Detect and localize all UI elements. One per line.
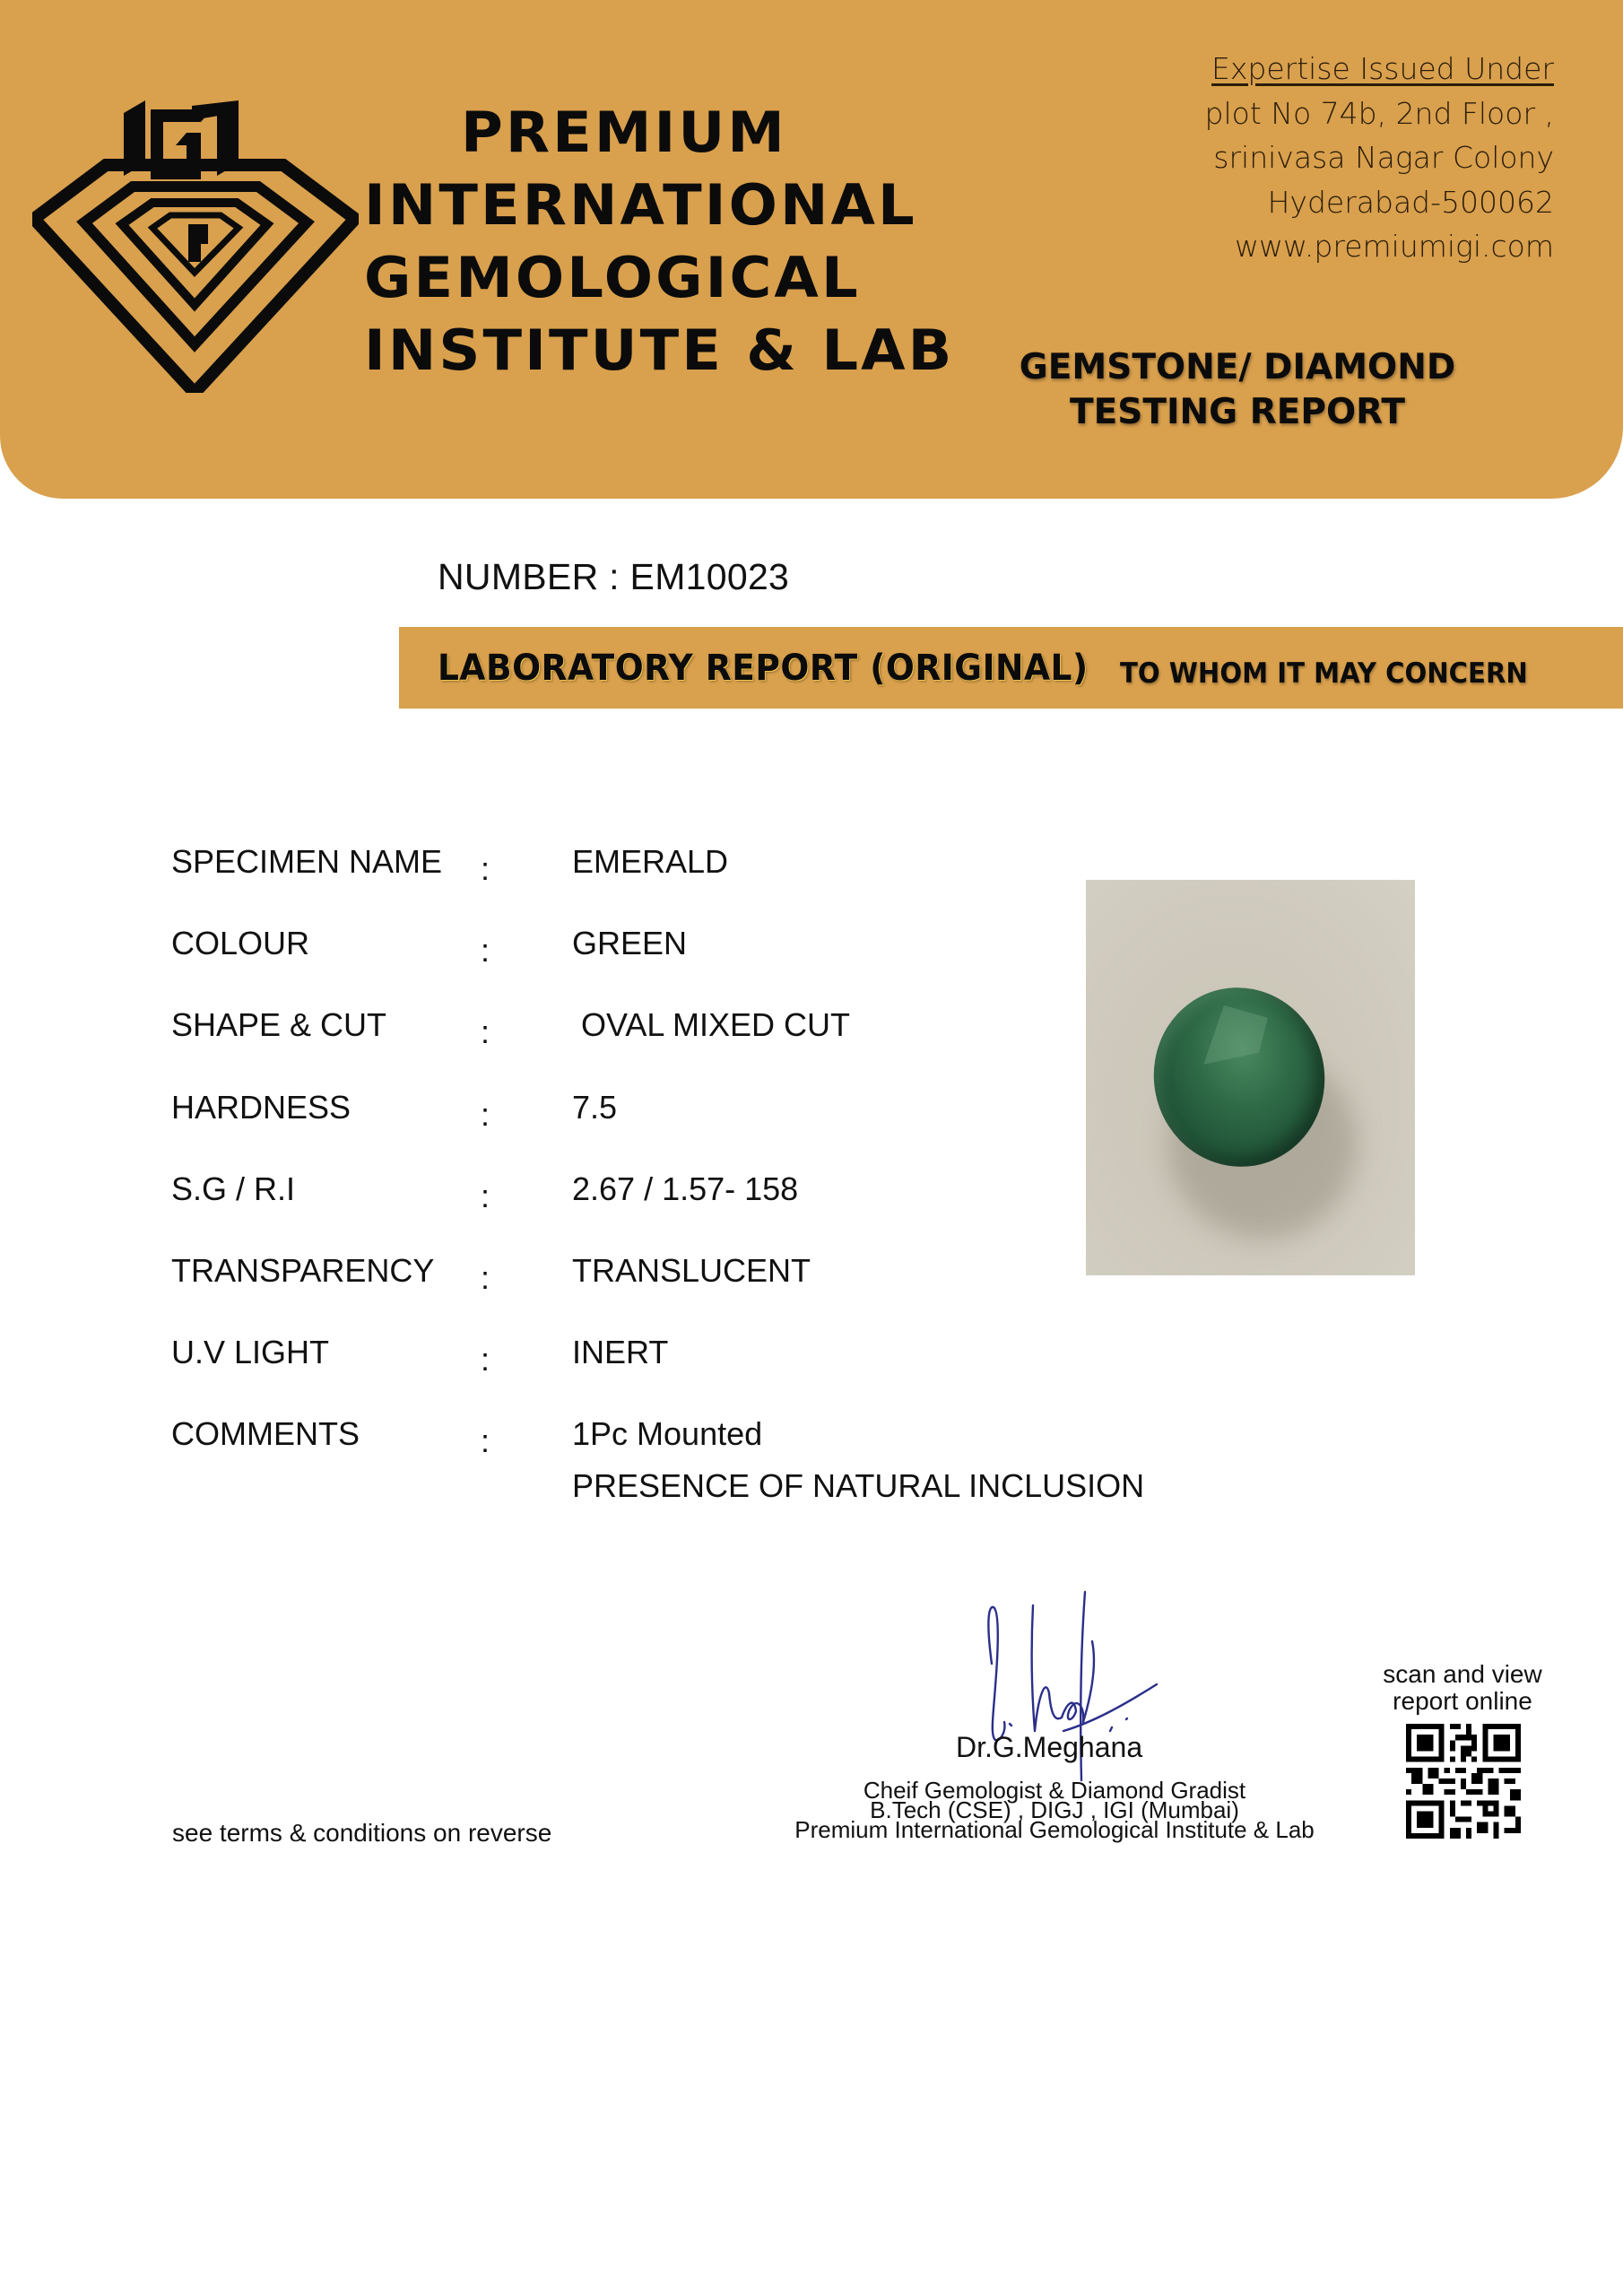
spec-row-sg-ri (0, 1170, 1076, 1224)
credential-line: Cheif Gemologist & Diamond Gradist (863, 1777, 1246, 1804)
spec-row-uv-light (0, 1334, 1076, 1387)
spec-separator: : (481, 1341, 490, 1378)
spec-value: TRANSLUCENT (572, 1252, 812, 1289)
spec-label: SPECIMEN NAME (171, 843, 443, 880)
signatory-credentials (780, 1777, 1329, 1843)
spec-value: 1Pc Mounted (572, 1415, 763, 1452)
spec-separator: : (481, 1013, 490, 1050)
report-kind-title (1013, 345, 1462, 435)
address-line: srinivasa Nagar Colony (1213, 140, 1554, 175)
spec-row-specimen-name (0, 843, 1076, 897)
institute-name-line-3: GEMOLOGICAL (364, 245, 861, 310)
institute-name-line-4: INSTITUTE & LAB (364, 317, 955, 383)
address-heading: Expertise Issued Under (1211, 51, 1554, 86)
spec-label: TRANSPARENCY (171, 1252, 435, 1289)
report-kind-line: TESTING REPORT (1070, 392, 1405, 432)
institute-name-line-1: PREMIUM (461, 100, 787, 165)
spec-label: COLOUR (171, 925, 310, 961)
spec-separator: : (481, 850, 490, 887)
qr-code-icon[interactable] (1406, 1724, 1521, 1839)
spec-value: 2.67 / 1.57- 158 (572, 1170, 799, 1207)
spec-row-transparency (0, 1252, 1076, 1306)
qr-caption (1363, 1661, 1562, 1715)
qr-caption-line: scan and view (1383, 1660, 1542, 1688)
spec-separator: : (481, 1422, 490, 1459)
spec-value: GREEN (572, 925, 688, 961)
spec-row-colour (0, 925, 1076, 978)
spec-separator: : (481, 1259, 490, 1296)
address-line: plot No 74b, 2nd Floor , (1204, 95, 1554, 131)
website-link[interactable]: www.premiumigi.com (1234, 229, 1554, 264)
address-block (1205, 47, 1554, 269)
spec-label: HARDNESS (171, 1089, 352, 1126)
spec-value: OVAL MIXED CUT (572, 1006, 851, 1043)
institute-logo-icon (32, 97, 359, 393)
credential-line: B.Tech (CSE) , DIGJ , IGI (Mumbai) (870, 1796, 1239, 1823)
report-number: NUMBER : EM10023 (438, 556, 790, 597)
spec-row-hardness (0, 1089, 1076, 1143)
spec-separator: : (481, 932, 490, 969)
comment-extra-line: PRESENCE OF NATURAL INCLUSION (572, 1467, 1145, 1504)
banner-subtitle: TO WHOM IT MAY CONCERN (1120, 657, 1528, 690)
specimen-photo (1086, 880, 1415, 1275)
spec-separator: : (481, 1178, 490, 1214)
spec-value: INERT (572, 1334, 669, 1370)
banner-title: LABORATORY REPORT (ORIGINAL) (438, 648, 1089, 689)
spec-label: COMMENTS (171, 1415, 360, 1452)
credential-line: Premium International Gemological Institute & Lab (794, 1816, 1315, 1843)
gem-facet (1185, 996, 1275, 1065)
signatory-name: Dr.G.Meghana (956, 1731, 1143, 1763)
address-line: Hyderabad-500062 (1267, 184, 1554, 220)
spec-label: SHAPE & CUT (171, 1006, 387, 1043)
spec-value: EMERALD (572, 843, 729, 880)
qr-caption-line: report online (1393, 1687, 1532, 1715)
terms-note: see terms & conditions on reverse (172, 1819, 552, 1847)
spec-row-comments (0, 1415, 1076, 1469)
report-kind-line: GEMSTONE/ DIAMOND (1019, 347, 1456, 387)
institute-name-line-2: INTERNATIONAL (364, 172, 917, 238)
spec-label: U.V LIGHT (171, 1334, 330, 1370)
spec-label: S.G / R.I (171, 1170, 296, 1207)
spec-row-shape-cut (0, 1006, 1076, 1060)
spec-value: 7.5 (572, 1089, 618, 1126)
spec-separator: : (481, 1096, 490, 1133)
